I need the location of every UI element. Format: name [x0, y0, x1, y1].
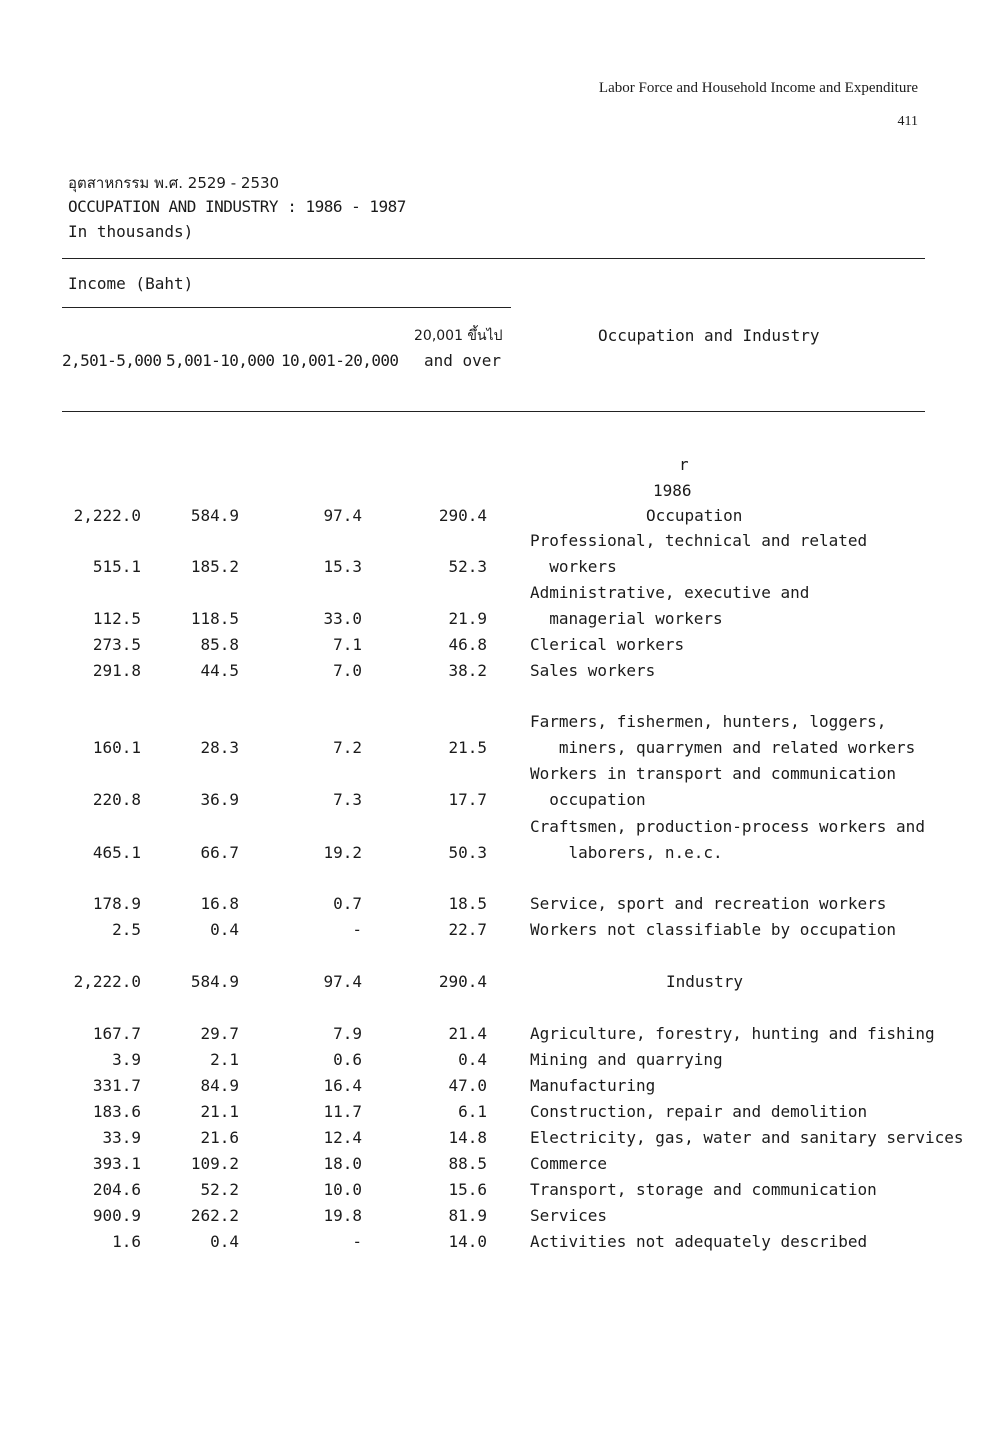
- table-cell-col-5001-10000: 44.5: [200, 661, 239, 680]
- table-cell-col-20001-over: 21.5: [448, 738, 487, 757]
- table-cell-col-20001-over: 47.0: [448, 1076, 487, 1095]
- row-label: Workers in transport and communication: [530, 764, 897, 783]
- income-header: Income (Baht): [68, 274, 194, 293]
- table-cell-col-10001-20000: 12.4: [323, 1128, 362, 1147]
- table-cell-col-20001-over: 6.1: [458, 1102, 487, 1121]
- table-cell-col-20001-over: 21.4: [448, 1024, 487, 1043]
- table-cell-col-5001-10000: 29.7: [200, 1024, 239, 1043]
- table-cell-col-20001-over: 52.3: [448, 557, 487, 576]
- row-label: Administrative, executive and: [530, 583, 810, 602]
- table-cell-col-2501-5000: 291.8: [92, 661, 141, 680]
- table-cell-col-10001-20000: 16.4: [323, 1076, 362, 1095]
- table-cell-col-10001-20000: 11.7: [323, 1102, 362, 1121]
- row-label: Agriculture, forestry, hunting and fishing: [530, 1024, 935, 1043]
- table-cell-col-20001-over: 38.2: [448, 661, 487, 680]
- section-heading: Industry: [666, 972, 744, 991]
- row-label: Manufacturing: [530, 1076, 656, 1095]
- table-cell-col-5001-10000: 0.4: [210, 920, 239, 939]
- row-label: workers: [530, 557, 617, 576]
- table-cell-col-20001-over: 14.8: [448, 1128, 487, 1147]
- header-bottom-rule: [62, 411, 925, 412]
- table-cell-col-5001-10000: 584.9: [190, 972, 239, 991]
- table-cell-col-5001-10000: 52.2: [200, 1180, 239, 1199]
- table-cell-col-2501-5000: 331.7: [92, 1076, 141, 1095]
- table-cell-col-20001-over: 15.6: [448, 1180, 487, 1199]
- row-label: Mining and quarrying: [530, 1050, 723, 1069]
- table-cell-col-2501-5000: 204.6: [92, 1180, 141, 1199]
- table-cell-col-10001-20000: 97.4: [323, 972, 362, 991]
- table-cell-col-5001-10000: 584.9: [190, 506, 239, 525]
- table-cell-col-10001-20000: 7.3: [333, 790, 362, 809]
- table-cell-col-2501-5000: 900.9: [92, 1206, 141, 1225]
- row-label: Professional, technical and related: [530, 531, 868, 550]
- table-cell-col-5001-10000: 0.4: [210, 1232, 239, 1251]
- table-cell-col-5001-10000: 21.1: [200, 1102, 239, 1121]
- table-cell-col-2501-5000: 220.8: [92, 790, 141, 809]
- table-cell-col-5001-10000: 85.8: [200, 635, 239, 654]
- table-cell-col-2501-5000: 178.9: [92, 894, 141, 913]
- table-cell-col-2501-5000: 393.1: [92, 1154, 141, 1173]
- table-cell-col-5001-10000: 262.2: [190, 1206, 239, 1225]
- table-cell-col-2501-5000: 273.5: [92, 635, 141, 654]
- table-cell-col-20001-over: 0.4: [458, 1050, 487, 1069]
- row-label: Service, sport and recreation workers: [530, 894, 887, 913]
- table-cell-col-20001-over: 290.4: [438, 506, 487, 525]
- table-cell-col-2501-5000: 2,222.0: [73, 972, 141, 991]
- page-number: 411: [897, 114, 918, 129]
- col-header-2501-5000: 2,501-5,000: [62, 351, 162, 370]
- title-english: OCCUPATION AND INDUSTRY : 1986 - 1987: [68, 197, 406, 216]
- row-label: Workers not classifiable by occupation: [530, 920, 897, 939]
- year-label-1986: 1986: [653, 481, 692, 500]
- top-rule: [62, 258, 925, 259]
- row-label: Construction, repair and demolition: [530, 1102, 868, 1121]
- col-header-20001-thai: 20,001 ขึ้นไป: [414, 328, 503, 344]
- table-cell-col-10001-20000: 19.8: [323, 1206, 362, 1225]
- table-cell-col-10001-20000: 0.6: [333, 1050, 362, 1069]
- col-header-10001-20000: 10,001-20,000: [281, 351, 399, 370]
- title-thai: อุตสาหกรรม พ.ศ. 2529 - 2530: [68, 174, 280, 192]
- table-cell-col-20001-over: 46.8: [448, 635, 487, 654]
- table-cell-col-20001-over: 50.3: [448, 843, 487, 862]
- row-label: Transport, storage and communication: [530, 1180, 877, 1199]
- table-cell-col-5001-10000: 16.8: [200, 894, 239, 913]
- row-label: Farmers, fishermen, hunters, loggers,: [530, 712, 887, 731]
- table-cell-col-10001-20000: 18.0: [323, 1154, 362, 1173]
- col-header-and-over: and over: [424, 351, 502, 370]
- row-label: Activities not adequately described: [530, 1232, 868, 1251]
- table-cell-col-2501-5000: 2.5: [112, 920, 141, 939]
- row-label: managerial workers: [530, 609, 723, 628]
- table-cell-col-5001-10000: 36.9: [200, 790, 239, 809]
- table-cell-col-5001-10000: 66.7: [200, 843, 239, 862]
- table-cell-col-10001-20000: -: [352, 920, 362, 939]
- table-cell-col-2501-5000: 515.1: [92, 557, 141, 576]
- table-cell-col-5001-10000: 28.3: [200, 738, 239, 757]
- table-cell-col-20001-over: 290.4: [438, 972, 487, 991]
- table-cell-col-10001-20000: 7.0: [333, 661, 362, 680]
- table-cell-col-20001-over: 21.9: [448, 609, 487, 628]
- row-label: Clerical workers: [530, 635, 685, 654]
- table-cell-col-10001-20000: 97.4: [323, 506, 362, 525]
- row-label: Craftsmen, production-process workers and: [530, 817, 925, 836]
- title-units: In thousands): [68, 222, 194, 241]
- table-cell-col-10001-20000: 15.3: [323, 557, 362, 576]
- col-header-occupation-industry: Occupation and Industry: [598, 326, 820, 345]
- table-cell-col-20001-over: 17.7: [448, 790, 487, 809]
- table-cell-col-5001-10000: 185.2: [190, 557, 239, 576]
- col-header-5001-10000: 5,001-10,000: [166, 351, 275, 370]
- table-cell-col-5001-10000: 118.5: [190, 609, 239, 628]
- table-cell-col-5001-10000: 84.9: [200, 1076, 239, 1095]
- row-label: Commerce: [530, 1154, 608, 1173]
- table-cell-col-10001-20000: 10.0: [323, 1180, 362, 1199]
- table-cell-col-2501-5000: 3.9: [112, 1050, 141, 1069]
- row-label: laborers, n.e.c.: [530, 843, 723, 862]
- table-cell-col-5001-10000: 2.1: [210, 1050, 239, 1069]
- row-label: Services: [530, 1206, 608, 1225]
- table-cell-col-10001-20000: -: [352, 1232, 362, 1251]
- table-cell-col-2501-5000: 112.5: [92, 609, 141, 628]
- income-rule: [62, 307, 511, 308]
- table-cell-col-20001-over: 18.5: [448, 894, 487, 913]
- table-cell-col-20001-over: 88.5: [448, 1154, 487, 1173]
- table-cell-col-2501-5000: 465.1: [92, 843, 141, 862]
- row-label: occupation: [530, 790, 646, 809]
- row-label: Electricity, gas, water and sanitary services: [530, 1128, 964, 1147]
- table-cell-col-2501-5000: 183.6: [92, 1102, 141, 1121]
- running-header: Labor Force and Household Income and Expenditure: [598, 80, 918, 96]
- row-label: Sales workers: [530, 661, 656, 680]
- table-cell-col-2501-5000: 167.7: [92, 1024, 141, 1043]
- section-heading: Occupation: [646, 506, 743, 525]
- table-cell-col-10001-20000: 7.9: [333, 1024, 362, 1043]
- table-cell-col-20001-over: 14.0: [448, 1232, 487, 1251]
- stray-mark: r: [679, 455, 689, 474]
- row-label: miners, quarrymen and related workers: [530, 738, 916, 757]
- table-cell-col-2501-5000: 160.1: [92, 738, 141, 757]
- table-cell-col-20001-over: 22.7: [448, 920, 487, 939]
- table-cell-col-5001-10000: 21.6: [200, 1128, 239, 1147]
- table-cell-col-2501-5000: 1.6: [112, 1232, 141, 1251]
- table-cell-col-2501-5000: 2,222.0: [73, 506, 141, 525]
- table-cell-col-10001-20000: 7.1: [333, 635, 362, 654]
- table-cell-col-5001-10000: 109.2: [190, 1154, 239, 1173]
- table-cell-col-10001-20000: 33.0: [323, 609, 362, 628]
- table-cell-col-10001-20000: 7.2: [333, 738, 362, 757]
- table-cell-col-20001-over: 81.9: [448, 1206, 487, 1225]
- table-cell-col-10001-20000: 0.7: [333, 894, 362, 913]
- table-cell-col-2501-5000: 33.9: [102, 1128, 141, 1147]
- table-cell-col-10001-20000: 19.2: [323, 843, 362, 862]
